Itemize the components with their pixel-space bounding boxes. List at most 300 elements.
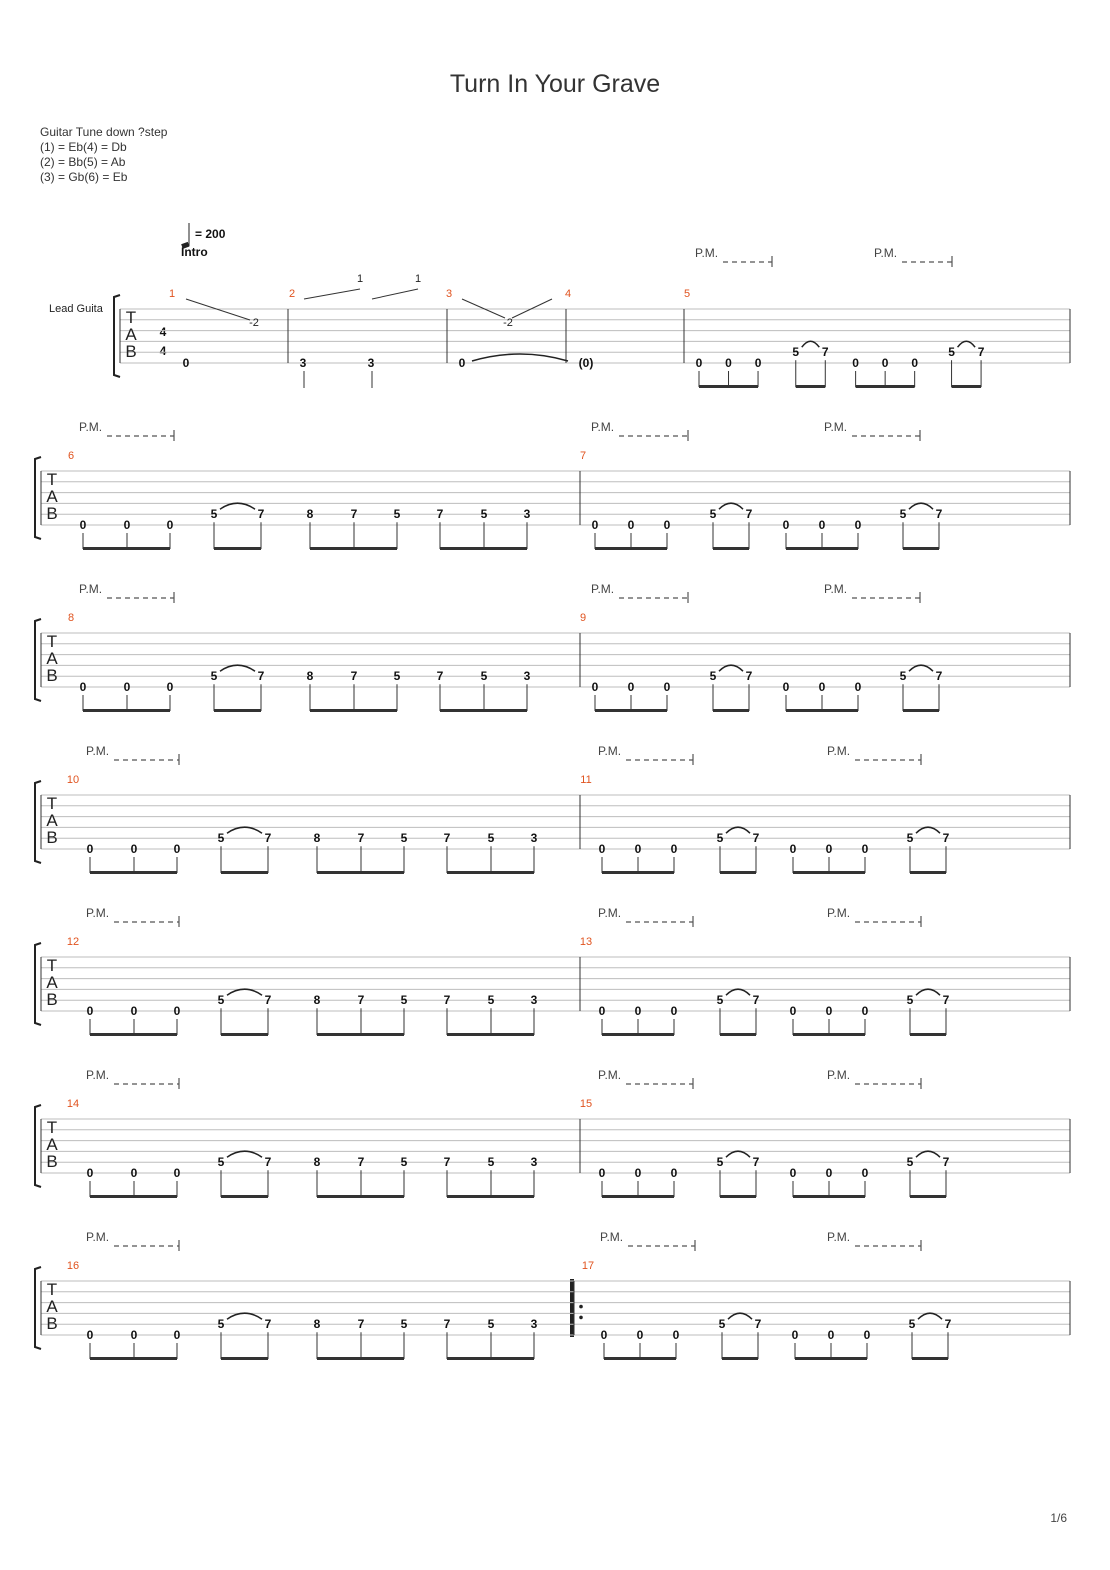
- tie-arc: [227, 989, 262, 995]
- beam: [720, 1033, 756, 1036]
- repeat-dot: [579, 1305, 583, 1309]
- fret-number: 5: [716, 993, 724, 1008]
- fret-number: 5: [400, 993, 408, 1008]
- tie-arc: [227, 1151, 262, 1157]
- fret-number: 8: [313, 993, 321, 1008]
- tab-staff: [35, 1105, 1070, 1187]
- riff-measure: [599, 989, 950, 1036]
- fret-number: 8: [313, 831, 321, 846]
- tie-arc: [916, 827, 940, 833]
- fret-number: 0: [725, 356, 732, 370]
- palm-mute-mark: [86, 906, 179, 927]
- fret-number: 0: [591, 518, 599, 532]
- palm-mute-label: P.M.: [591, 420, 615, 434]
- riff-measure: [599, 1151, 950, 1198]
- beam: [317, 871, 404, 874]
- fret-number: 0: [861, 842, 869, 856]
- beam: [796, 385, 826, 388]
- measure-number: 15: [579, 1098, 593, 1110]
- palm-mute-mark: [598, 906, 693, 927]
- fret-number: 5: [393, 507, 401, 522]
- beam: [310, 709, 397, 712]
- fret-number: 0: [695, 356, 703, 370]
- fret-number: 0: [634, 1004, 642, 1018]
- fret-number: 5: [487, 993, 495, 1008]
- palm-mute-label: P.M.: [827, 744, 851, 758]
- tempo-marking: = 200: [195, 227, 226, 241]
- fret-number: 7: [350, 669, 358, 684]
- fret-number: (0): [578, 356, 594, 370]
- palm-mute-mark: [86, 1068, 179, 1089]
- beam: [90, 1033, 177, 1036]
- fret-number: 0: [670, 1166, 678, 1180]
- tab-clef-letter: T: [125, 308, 137, 327]
- palm-mute-mark: [827, 744, 921, 765]
- fret-number: 8: [313, 1155, 321, 1170]
- beam: [786, 709, 858, 712]
- palm-mute-mark: [86, 744, 179, 765]
- fret-number: 5: [400, 1155, 408, 1170]
- fret-number: 7: [942, 993, 950, 1008]
- fret-number: 0: [173, 1166, 181, 1180]
- fret-number: 5: [393, 669, 401, 684]
- tie-arc: [916, 989, 940, 995]
- palm-mute-label: P.M.: [827, 1230, 851, 1244]
- tab-clef-letter: T: [46, 1280, 58, 1299]
- fret-number: 0: [789, 1004, 797, 1018]
- fret-number: 0: [861, 1004, 869, 1018]
- fret-number: 0: [130, 1166, 138, 1180]
- measure-number: 7: [579, 450, 587, 462]
- palm-mute-label: P.M.: [598, 906, 622, 920]
- fret-number: 7: [264, 993, 272, 1008]
- beam: [604, 1357, 676, 1360]
- fret-number: 0: [123, 518, 131, 532]
- palm-mute-mark: [598, 1068, 693, 1089]
- tab-clef-letter: B: [46, 1152, 58, 1171]
- fret-number: 5: [217, 1155, 225, 1170]
- beam: [722, 1357, 758, 1360]
- staff-bracket: [35, 1105, 41, 1187]
- fret-number: 5: [480, 507, 488, 522]
- fret-number: 7: [436, 507, 444, 522]
- fret-number: 7: [357, 1155, 365, 1170]
- fret-number: 5: [792, 345, 800, 360]
- fret-number: 7: [257, 507, 265, 522]
- beam: [793, 1195, 865, 1198]
- fret-number: 0: [825, 1166, 833, 1180]
- fret-number: 0: [86, 1004, 94, 1018]
- fret-number: 7: [977, 345, 985, 360]
- fret-number: 7: [752, 831, 760, 846]
- tab-clef-letter: A: [46, 811, 58, 830]
- fret-number: 0: [86, 1166, 94, 1180]
- fret-number: 5: [210, 507, 218, 522]
- fret-number: 0: [166, 518, 174, 532]
- score-decorations: [46, 223, 952, 1337]
- fret-number: 0: [458, 356, 466, 370]
- fret-number: 5: [400, 831, 408, 846]
- beam: [699, 385, 758, 388]
- measure-number: 14: [66, 1098, 80, 1110]
- fret-number: 5: [709, 507, 717, 522]
- measure-number: 8: [67, 612, 75, 624]
- fret-number: 7: [942, 1155, 950, 1170]
- tab-clef-letter: A: [46, 649, 58, 668]
- palm-mute-label: P.M.: [824, 420, 848, 434]
- tie-arc: [958, 341, 976, 347]
- beam: [602, 1033, 674, 1036]
- fret-number: 3: [530, 1317, 538, 1332]
- fret-number: 5: [480, 669, 488, 684]
- fret-number: 5: [716, 1155, 724, 1170]
- fret-number: 5: [709, 669, 717, 684]
- palm-mute-label: P.M.: [86, 906, 110, 920]
- tab-clef-letter: T: [46, 1118, 58, 1137]
- fret-number: 0: [598, 1004, 606, 1018]
- beam: [793, 1033, 865, 1036]
- fret-number: 0: [130, 842, 138, 856]
- tie-arc: [227, 1313, 262, 1319]
- fret-number: 7: [257, 669, 265, 684]
- beam: [903, 709, 939, 712]
- fret-number: 0: [670, 1004, 678, 1018]
- fret-number: 5: [899, 507, 907, 522]
- fret-number: 0: [825, 1004, 833, 1018]
- beam: [912, 1357, 948, 1360]
- palm-mute-mark: [827, 1068, 921, 1089]
- palm-mute-label: P.M.: [598, 744, 622, 758]
- fret-number: 7: [754, 1317, 762, 1332]
- riff-measure: [80, 503, 531, 550]
- bend-value: -2: [503, 317, 513, 329]
- fret-number: 0: [670, 842, 678, 856]
- palm-mute-label: P.M.: [598, 1068, 622, 1082]
- fret-number: 0: [911, 356, 919, 370]
- fret-number: 5: [906, 1155, 914, 1170]
- fret-number: 7: [935, 669, 943, 684]
- track-name: Lead Guita: [49, 303, 103, 315]
- palm-mute-mark: [600, 1230, 695, 1251]
- tab-clef-letter: A: [46, 487, 58, 506]
- beam: [595, 547, 667, 550]
- repeat-dot: [579, 1316, 583, 1320]
- fret-number: 7: [264, 831, 272, 846]
- fret-number: 3: [367, 356, 375, 370]
- beam: [221, 871, 268, 874]
- tie-arc: [220, 665, 255, 671]
- fret-number: 7: [935, 507, 943, 522]
- fret-number: 0: [754, 356, 762, 370]
- fret-number: 0: [852, 356, 859, 370]
- fret-number: 0: [627, 518, 635, 532]
- fret-number: 0: [789, 1166, 797, 1180]
- tuning-line: (1) = Eb(4) = Db: [40, 140, 127, 154]
- fret-number: 0: [854, 680, 862, 694]
- measure-number: 9: [579, 612, 587, 624]
- beam: [317, 1357, 404, 1360]
- fret-number: 0: [663, 680, 671, 694]
- palm-mute-label: P.M.: [591, 582, 615, 596]
- riff-measure: [592, 665, 943, 712]
- beam: [713, 709, 749, 712]
- fret-number: 7: [745, 507, 753, 522]
- beam: [440, 547, 527, 550]
- palm-mute-mark: [79, 582, 174, 603]
- time-sig-top: 4: [159, 325, 167, 339]
- tie-arc: [916, 1151, 940, 1157]
- palm-mute-label: P.M.: [86, 744, 110, 758]
- measure-number: 10: [66, 774, 80, 786]
- section-label: Intro: [181, 245, 208, 259]
- beam: [952, 385, 982, 388]
- beam: [214, 547, 261, 550]
- riff-measure: [80, 665, 531, 712]
- fret-number: 7: [443, 993, 451, 1008]
- fret-number: 5: [217, 831, 225, 846]
- fret-number: 5: [906, 831, 914, 846]
- bend-value: -2: [249, 317, 259, 329]
- fret-number: 0: [789, 842, 797, 856]
- tie-arc: [918, 1313, 942, 1319]
- fret-number: 7: [350, 507, 358, 522]
- tie-arc: [726, 989, 750, 995]
- fret-number: 7: [357, 1317, 365, 1332]
- fret-number: 7: [942, 831, 950, 846]
- palm-mute-mark: [79, 420, 174, 441]
- fret-number: 0: [86, 842, 94, 856]
- fret-number: 0: [782, 518, 790, 532]
- fret-number: 7: [264, 1155, 272, 1170]
- riff-measure: [696, 341, 985, 388]
- tab-clef-letter: B: [46, 666, 58, 685]
- fret-number: 0: [863, 1328, 871, 1342]
- tab-clef-letter: A: [46, 1135, 58, 1154]
- fret-number: 5: [487, 831, 495, 846]
- fret-number: 7: [357, 993, 365, 1008]
- fret-number: 0: [791, 1328, 799, 1342]
- tie-arc: [726, 827, 750, 833]
- palm-mute-mark: [824, 582, 920, 603]
- beam: [317, 1033, 404, 1036]
- beam: [214, 709, 261, 712]
- beam: [595, 709, 667, 712]
- fret-number: 7: [443, 1317, 451, 1332]
- fret-number: 7: [821, 345, 829, 360]
- fret-number: 0: [173, 842, 181, 856]
- measure-number: 4: [564, 288, 572, 300]
- measure-number: 17: [581, 1260, 595, 1272]
- palm-mute-label: P.M.: [86, 1230, 110, 1244]
- beam: [795, 1357, 867, 1360]
- fret-number: 3: [530, 831, 538, 846]
- beam: [317, 1195, 404, 1198]
- palm-mute-label: P.M.: [827, 906, 851, 920]
- beam: [90, 1195, 177, 1198]
- staff-bracket: [35, 943, 41, 1025]
- fret-number: 0: [881, 356, 889, 370]
- measure-number: 2: [288, 288, 296, 300]
- fret-number: 7: [752, 993, 760, 1008]
- fret-number: 0: [182, 356, 190, 370]
- page-number: 1/6: [1050, 1511, 1067, 1525]
- tie-arc: [227, 827, 262, 833]
- staff-bracket: [35, 781, 41, 863]
- fret-number: 0: [627, 680, 635, 694]
- fret-number: 0: [827, 1328, 835, 1342]
- fret-number: 0: [600, 1328, 608, 1342]
- fret-number: 0: [782, 680, 790, 694]
- tab-staff: [35, 1267, 1070, 1349]
- tie-arc: [728, 1313, 752, 1319]
- fret-number: 0: [86, 1328, 94, 1342]
- fret-number: 0: [130, 1004, 138, 1018]
- palm-mute-mark: [827, 1230, 921, 1251]
- beam: [713, 547, 749, 550]
- beam: [786, 547, 858, 550]
- palm-mute-mark: [591, 420, 688, 441]
- beam: [602, 871, 674, 874]
- tab-clef-letter: B: [46, 504, 58, 523]
- beam: [221, 1357, 268, 1360]
- beam: [910, 1033, 946, 1036]
- tie-arc: [220, 503, 255, 509]
- fret-number: 0: [598, 1166, 606, 1180]
- tie-arc: [719, 503, 743, 509]
- fret-number: 0: [79, 518, 87, 532]
- palm-mute-label: P.M.: [824, 582, 848, 596]
- fret-number: 5: [906, 993, 914, 1008]
- fret-number: 5: [487, 1317, 495, 1332]
- tab-staves: [35, 295, 1070, 1349]
- palm-mute-label: P.M.: [79, 420, 103, 434]
- tab-staff: [35, 619, 1070, 701]
- tuning-line: (3) = Gb(6) = Eb: [40, 170, 128, 184]
- fret-number: 0: [636, 1328, 644, 1342]
- beam: [310, 547, 397, 550]
- fret-number: 0: [598, 842, 606, 856]
- tab-clef-letter: T: [46, 794, 58, 813]
- tab-clef-letter: A: [46, 1297, 58, 1316]
- riff-measure: [601, 1313, 952, 1360]
- fret-number: 5: [716, 831, 724, 846]
- riff-measure: [592, 503, 943, 550]
- measure-number: 5: [683, 288, 691, 300]
- beam: [910, 1195, 946, 1198]
- fret-number: 0: [173, 1328, 181, 1342]
- palm-mute-label: P.M.: [600, 1230, 624, 1244]
- fret-number: 3: [523, 507, 531, 522]
- tie-arc: [472, 354, 568, 361]
- fret-number: 7: [752, 1155, 760, 1170]
- fret-number: 8: [306, 669, 314, 684]
- palm-mute-label: P.M.: [86, 1068, 110, 1082]
- fret-number: 3: [299, 356, 307, 370]
- beam: [447, 871, 534, 874]
- fret-number: 0: [672, 1328, 680, 1342]
- tab-clef-letter: T: [46, 632, 58, 651]
- palm-mute-label: P.M.: [79, 582, 103, 596]
- fret-number: 7: [264, 1317, 272, 1332]
- tie-arc: [719, 665, 743, 671]
- beam: [720, 1195, 756, 1198]
- staff-bracket: [35, 457, 41, 539]
- tuning-heading: Guitar Tune down ?step: [40, 125, 168, 139]
- riff-measure: [599, 827, 950, 874]
- fret-number: 0: [130, 1328, 138, 1342]
- fret-number: 5: [718, 1317, 726, 1332]
- time-sig-bottom: 4: [159, 344, 167, 358]
- fret-number: 3: [530, 993, 538, 1008]
- fret-number: 7: [357, 831, 365, 846]
- beam: [221, 1033, 268, 1036]
- palm-mute-mark: [598, 744, 693, 765]
- fret-number: 0: [166, 680, 174, 694]
- palm-mute-mark: [591, 582, 688, 603]
- palm-mute-mark: [827, 906, 921, 927]
- tab-clef-letter: B: [46, 990, 58, 1009]
- fret-number: 0: [825, 842, 833, 856]
- fret-number: 0: [663, 518, 671, 532]
- staff-bracket: [35, 1267, 41, 1349]
- fret-number: 8: [306, 507, 314, 522]
- tab-clef-letter: T: [46, 470, 58, 489]
- repeat-bar-thick: [570, 1279, 574, 1337]
- bend-line: [304, 289, 360, 299]
- fret-number: 7: [443, 1155, 451, 1170]
- beam: [910, 871, 946, 874]
- tab-staff: [35, 457, 1070, 539]
- beam: [447, 1033, 534, 1036]
- riff-measure: [87, 989, 538, 1036]
- palm-mute-mark: [695, 246, 772, 267]
- fret-number: 5: [487, 1155, 495, 1170]
- fret-number: 0: [123, 680, 131, 694]
- fret-number: 0: [818, 680, 826, 694]
- fret-number: 0: [591, 680, 599, 694]
- fret-number: 5: [217, 1317, 225, 1332]
- palm-mute-label: P.M.: [827, 1068, 851, 1082]
- beam: [720, 871, 756, 874]
- tab-clef-letter: B: [46, 1314, 58, 1333]
- fret-number: 3: [523, 669, 531, 684]
- riff-measure: [87, 1151, 538, 1198]
- fret-number: 5: [400, 1317, 408, 1332]
- staff-bracket: [35, 619, 41, 701]
- tuning-line: (2) = Bb(5) = Ab: [40, 155, 126, 169]
- fret-number: 0: [173, 1004, 181, 1018]
- bend-value: 1: [414, 273, 422, 285]
- fret-number: 0: [634, 1166, 642, 1180]
- bend-line: [372, 289, 418, 299]
- beam: [83, 709, 170, 712]
- fret-number: 0: [634, 842, 642, 856]
- fret-number: 7: [443, 831, 451, 846]
- fret-number: 7: [745, 669, 753, 684]
- palm-mute-mark: [874, 246, 952, 267]
- tab-staff: [35, 781, 1070, 863]
- beam: [903, 547, 939, 550]
- measure-number: 6: [67, 450, 75, 462]
- palm-mute-mark: [824, 420, 920, 441]
- tab-clef-letter: A: [46, 973, 58, 992]
- tie-arc: [726, 1151, 750, 1157]
- palm-mute-label: P.M.: [874, 246, 898, 260]
- fret-number: 3: [530, 1155, 538, 1170]
- bend-value: 1: [356, 273, 364, 285]
- tie-arc: [909, 503, 933, 509]
- riff-measure: [87, 1313, 538, 1360]
